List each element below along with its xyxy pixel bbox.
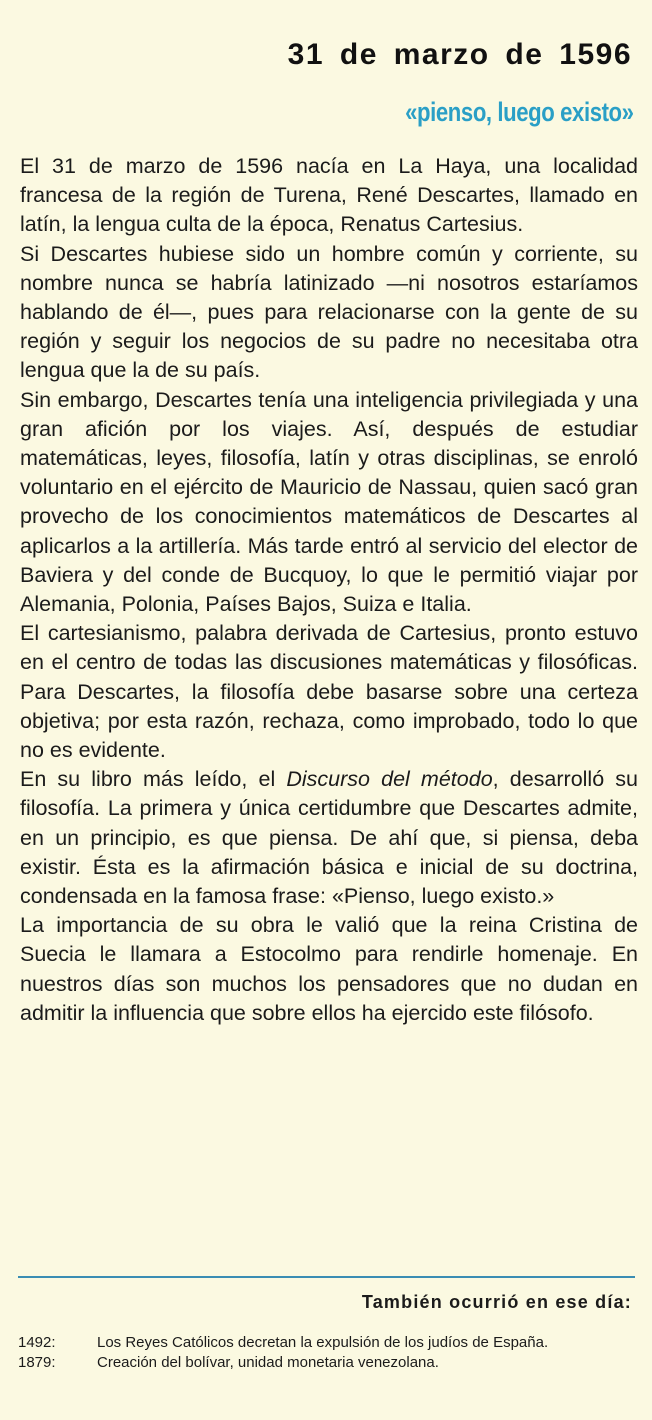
- paragraph-3: Sin embargo, Descartes tenía una inteligencia privilegiada y una gran afición por los viajes. Así, después de estudiar matemáticas, leyes, filosofía, latín y otras disciplinas, se enroló voluntario en el ejército de Mauricio de Nassau, quien sacó gran provecho de los conocimientos matemáticos de Descartes al aplicarlos a la artillería. Más tarde entró al servicio del elector de Baviera y del conde de Bucquoy, lo que le permitió viajar por Alemania, Polonia, Países Bajos, Suiza e Italia.: [20, 387, 638, 617]
- event-text: Los Reyes Católicos decretan la expulsión de los judíos de España.: [97, 1334, 549, 1351]
- paragraph-2: Si Descartes hubiese sido un hombre común y corriente, su nombre nunca se habría latinizado —ni nosotros estaríamos hablando de él—, pues para relacionarse con la gente de su región y seguir los negocios de su padre no necesitaba otra lengua que la de su país.: [20, 241, 638, 383]
- paragraph-5-end: , desarrolló su filosofía. La primera y única certidumbre que Descartes admite, en un principio, es que piensa. De ahí que, si piensa, deba existir. Ésta es la afirmación básica e inicial de su doctrina, condensada en la famosa frase: «Pienso, luego existo.»: [20, 767, 639, 909]
- subtitle-quote: «pienso, luego existo»: [405, 97, 634, 127]
- paragraph-6: La importancia de su obra le valió que la reina Cristina de Suecia le llamara a Estocolmo para rendirle homenaje. En nuestros días son muchos los pensadores que no dudan en admitir la influencia que sobre ellos ha ejercido este filósofo.: [20, 913, 638, 1025]
- event-year: 1879:: [18, 1354, 56, 1371]
- date-title: 31 de marzo de 1596: [287, 38, 632, 71]
- event-text: Creación del bolívar, unidad monetaria venezolana.: [97, 1354, 439, 1371]
- paragraph-5-start: En su libro más leído, el: [20, 767, 287, 792]
- events-list: [18, 1333, 638, 1373]
- paragraph-1: El 31 de marzo de 1596 nacía en La Haya, una localidad francesa de la región de Turena, René Descartes, llamado en latín, la lengua culta de la época, Renatus Cartesius.: [20, 154, 638, 237]
- article-body: [20, 152, 638, 1028]
- section-divider: [18, 1276, 635, 1278]
- event-item: [18, 1353, 638, 1373]
- event-year: 1492:: [18, 1334, 56, 1351]
- also-happened-title: También ocurrió en ese día:: [361, 1292, 632, 1312]
- book-title: Discurso del método: [286, 767, 493, 792]
- event-item: [18, 1333, 638, 1353]
- paragraph-5: [20, 765, 638, 911]
- paragraph-4: El cartesianismo, palabra derivada de Cartesius, pronto estuvo en el centro de todas las discusiones matemáticas y filosóficas. Para Descartes, la filosofía debe basarse sobre una certeza objetiva; por esta razón, rechaza, como improbado, todo lo que no es evidente.: [20, 621, 638, 763]
